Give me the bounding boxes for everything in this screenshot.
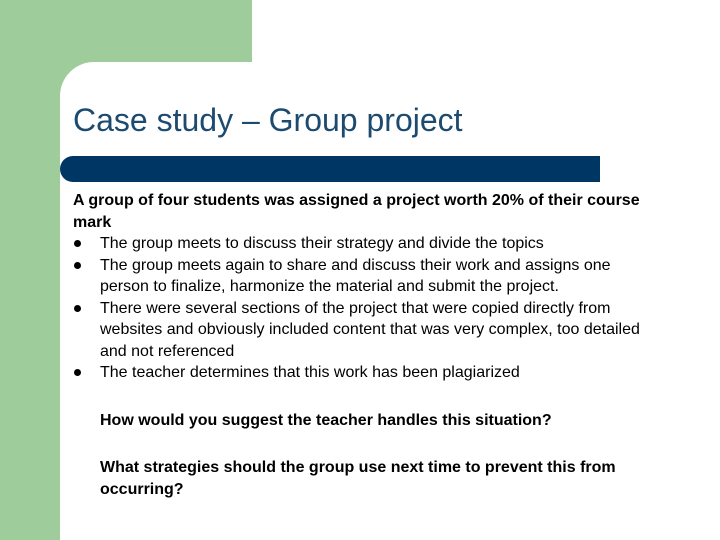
- list-item: [73, 233, 660, 255]
- bullet-icon: [74, 262, 81, 269]
- list-item: [73, 255, 660, 298]
- list-item: [73, 362, 660, 384]
- bullet-icon: [74, 369, 81, 376]
- list-item: [73, 298, 660, 363]
- discussion-question: How would you suggest the teacher handles this situation?: [100, 411, 552, 429]
- bullet-list: [73, 233, 693, 384]
- bullet-icon: [74, 240, 81, 247]
- discussion-question: What strategies should the group use next time to prevent this from occurring?: [100, 459, 616, 498]
- slide-body: [73, 190, 693, 500]
- bullet-text: The group meets to discuss their strategy and divide the topics: [100, 235, 544, 252]
- bullet-text: The teacher determines that this work has been plagiarized: [100, 364, 520, 381]
- slide-title: Case study – Group project: [73, 102, 463, 138]
- decorative-green-sidebar: [0, 0, 60, 540]
- intro-text: A group of four students was assigned a project worth 20% of their course mark: [73, 192, 640, 231]
- bullet-text: The group meets again to share and discuss their work and assigns one person to finalize, harmonize the material and submit the project.: [100, 256, 611, 295]
- bullet-text: There were several sections of the project that were copied directly from websites and obviously included content that was very complex, too detailed and not referenced: [100, 299, 640, 360]
- bullet-icon: [74, 305, 81, 312]
- title-underline-bar: [60, 156, 600, 182]
